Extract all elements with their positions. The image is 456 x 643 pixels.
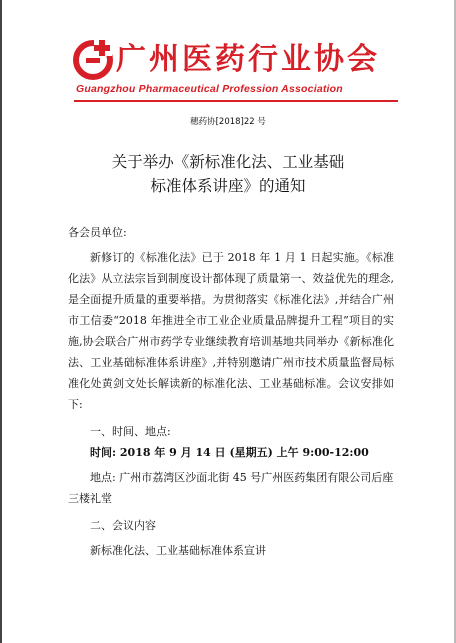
title-line-1: 关于举办《新标准化法、工业基础 <box>111 153 345 171</box>
document-body <box>68 222 394 561</box>
cross-logo-icon <box>72 36 114 80</box>
doc-number: 穗药协[2018]22 号 <box>190 117 266 127</box>
letterhead-divider <box>74 100 398 102</box>
content-line: 新标准化法、工业基础标准体系宣讲 <box>90 544 266 557</box>
org-name-en: Guangzhou Pharmaceutical Profession Association <box>76 83 343 95</box>
document-title <box>60 150 396 198</box>
section-heading-content: 二、会议内容 <box>90 519 156 532</box>
title-line-2: 标准体系讲座》的通知 <box>150 177 306 195</box>
section-heading-time-place: 一、时间、地点: <box>90 425 171 438</box>
place-line: 地点: 广州市荔湾区沙面北街 45 号广州医药集团有限公司后座三楼礼堂 <box>68 471 394 505</box>
time-line: 时间: 2018 年 9 月 14 日 (星期五) 上午 9:00-12:00 <box>90 446 369 459</box>
letterhead <box>0 22 456 102</box>
org-name: 广州医药行业协会 <box>116 42 380 77</box>
paragraph-intro: 新修订的《标准化法》已于 2018 年 1 月 1 日起实施。《标准化法》从立法宗旨到制度设计都体现了质量第一、效益优先的理念,是全面提升质量的重要举措。为贯彻落实《标准化法》,并结合广州市工信委“2018 年推进全市工业企业质量品牌提升工程”项目的实施,协会联合广州市药学专业继续教育培训基地共同举办《新标准化法、工业基础标准体系讲座》,并特别邀请广州市技术质量监督局标准化处黄剑文处长解读新的标准化法、工业基础标准。会议安排如下: <box>68 251 394 411</box>
salutation: 各会员单位: <box>68 226 127 239</box>
